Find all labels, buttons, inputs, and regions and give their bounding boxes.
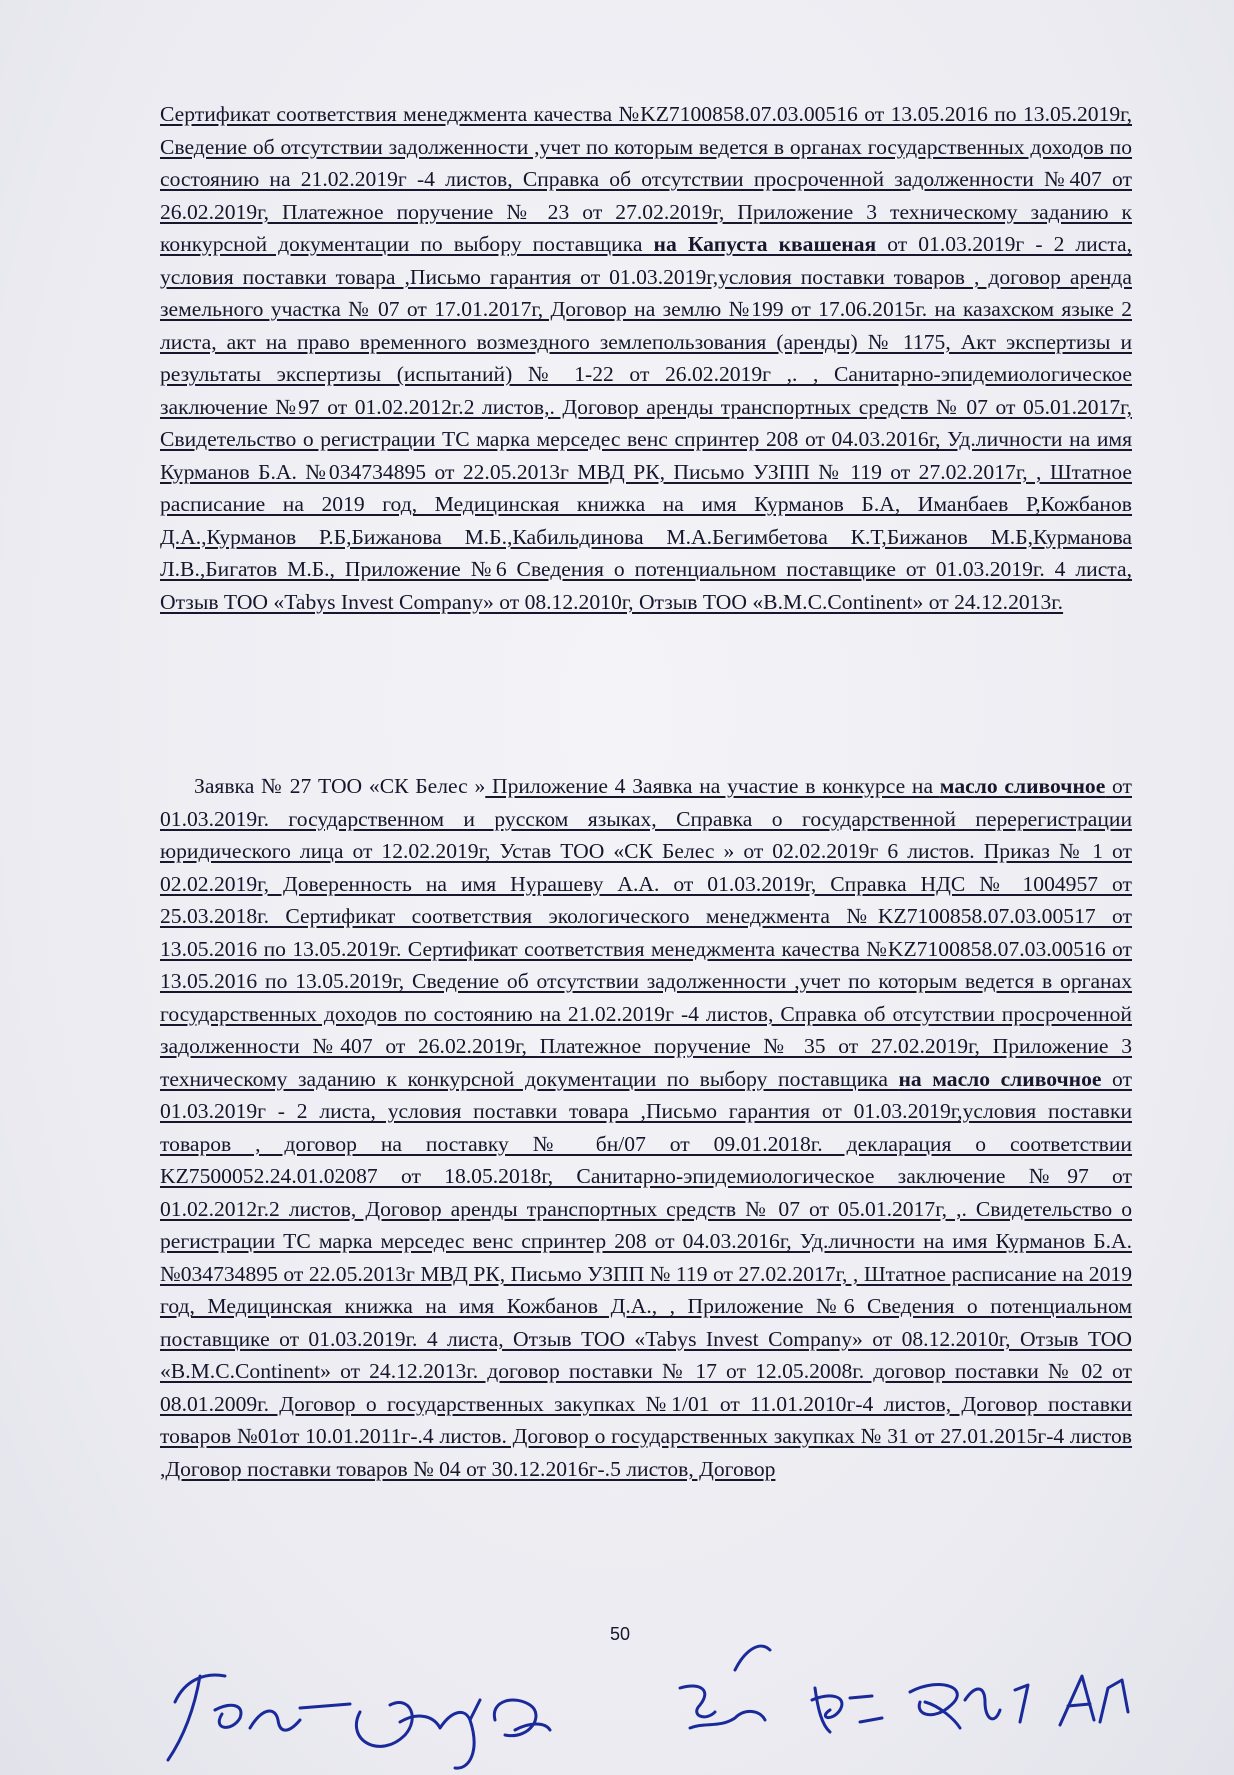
signature-2 xyxy=(680,1646,770,1728)
signature-6 xyxy=(1060,1676,1128,1725)
paragraph-2 xyxy=(160,770,1132,1485)
text-segment: от 01.03.2019г - 2 листа, условия поставки товара ,Письмо гарантия от 01.03.2019г,условия поставки товаров , договор аренда земельного участка № 07 от 17.01.2017г, Договор на землю №199 от 17.06.2015г. на казахском языке 2 листа, акт на право временного возмездного землепользования (аренды) № 1175, Акт экспертизы и результаты экспертизы (испытаний) № 1-22 от 26.02.2019г ,. , Санитарно-эпидемиологическое заключение №97 от 01.02.2012г.2 листов,. Договор аренды транспортных средств № 07 от 05.01.2017г, Свидетельство о регистрации ТС марка мерседес венс спринтер 208 от 04.03.2016г, Уд.личности на имя Курманов Б.А. №034734895 от 22.05.2013г МВД РК, Письмо УЗПП № 119 от 27.02.2017г, , Штатное расписание на 2019 год, Медицинская книжка на имя Курманов Б.А, Иманбаев Р,Кожбанов Д.А.,Курманов Р.Б,Бижанова М.Б.,Кабильдинова М.А.Бегимбетова К.Т,Бижанов М.Б,Курманова Л.В.,Бигатов М.Б., Приложение №6 Сведения о потенциальном поставщике от 01.03.2019г. 4 листа, Отзыв ТОО «Tabys Invest Company» от 08.12.2010г, Отзыв ТОО «B.M.C.Continent» от 24.12.2013г. xyxy=(160,232,1133,614)
bold-product-name: масло сливочное xyxy=(939,774,1106,798)
signatures-area xyxy=(0,1610,1234,1775)
paragraph-1-underlined-text xyxy=(160,102,1132,614)
text-segment: Приложение 4 Заявка на участие в конкурсе на xyxy=(485,774,940,798)
bold-product-name: на масло сливочное xyxy=(898,1066,1102,1091)
text-segment: Сертификат соответствия менеджмента качества №KZ7100858.07.03.00516 от 13.05.2016 по 13.05.2019г, Сведение об отсутствии задолженности ,учет по которым ведется в органах государственных доходов по состоянию на 21.02.2019г -4 листов, Справка об отсутствии просроченной задолженности №407 от 26.02.2019г, Платежное поручение № 23 от 27.02.2019г, Приложение 3 техническому заданию к конкурсной документации по выбору поставщика xyxy=(160,102,1132,256)
bold-product-name: на Капуста квашеная xyxy=(653,232,877,256)
text-segment: от 01.03.2019г. государственном и русском языках, Справка о государственной перерегистрации юридического лица от 12.02.2019г, Устав ТОО «СК Белес » от 02.02.2019г 6 листов. Приказ № 1 от 02.02.2019г, Доверенность на имя Нурашеву А.А. от 01.03.2019г, Справка НДС № 1004957 от 25.03.2018г. Сертификат соответствия экологического менеджмента №KZ7100858.07.03.00517 от 13.05.2016 по 13.05.2019г. Сертификат соответствия менеджмента качества №KZ7100858.07.03.00516 от 13.05.2016 по 13.05.2019г, Сведение об отсутствии задолженности ,учет по которым ведется в органах государственных доходов по состоянию на 21.02.2019г -4 листов, Справка об отсутствии просроченной задолженности №407 от 26.02.2019г, Платежное поручение № 35 от 27.02.2019г, Приложение 3 техническому заданию к конкурсной документации по выбору поставщика xyxy=(160,774,1132,1091)
paragraph-2-underlined-text xyxy=(160,774,1132,1481)
paragraph-1 xyxy=(160,98,1132,618)
signature-4 xyxy=(910,1685,1000,1728)
signature-3 xyxy=(812,1688,882,1732)
signature-5 xyxy=(1015,1685,1028,1722)
page-number: 50 xyxy=(609,1624,631,1644)
text-segment: от 01.03.2019г - 2 листа, условия поставки товара ,Письмо гарантия от 01.03.2019г,условия поставки товаров , договор на поставку № бн/07 от 09.01.2018г. декларация о соответствии KZ7500052.24.01.02087 от 18.05.2018г, Санитарно-эпидемиологическое заключение №97 от 01.02.2012г.2 листов, Договор аренды транспортных средств № 07 от 05.01.2017г, ,. Свидетельство о регистрации ТС марка мерседес венс спринтер 208 от 04.03.2016г, Уд.личности на имя Курманов Б.А. №034734895 от 22.05.2013г МВД РК, Письмо УЗПП № 119 от 27.02.2017г, , Штатное расписание на 2019 год, Медицинская книжка на имя Кожбанов Д.А., , Приложение №6 Сведения о потенциальном поставщике от 01.03.2019г. 4 листа, Отзыв ТОО «Tabys Invest Company» от 08.12.2010г, Отзыв ТОО «B.M.C.Continent» от 24.12.2013г. договор поставки № 17 от 12.05.2008г. договор поставки № 02 от 08.01.2009г. Договор о государственных закупках №1/01 от 11.01.2010г-4 листов, Договор поставки товаров №01от 10.01.2011г-.4 листов. Договор о государственных закупках № 31 от 27.01.2015г-4 листов ,Договор поставки товаров № 04 от 30.12.2016г-.5 листов, Договор xyxy=(160,1066,1132,1481)
application-heading: Заявка № 27 ТОО «СК Белес » xyxy=(194,774,486,798)
signature-1 xyxy=(168,1675,550,1768)
